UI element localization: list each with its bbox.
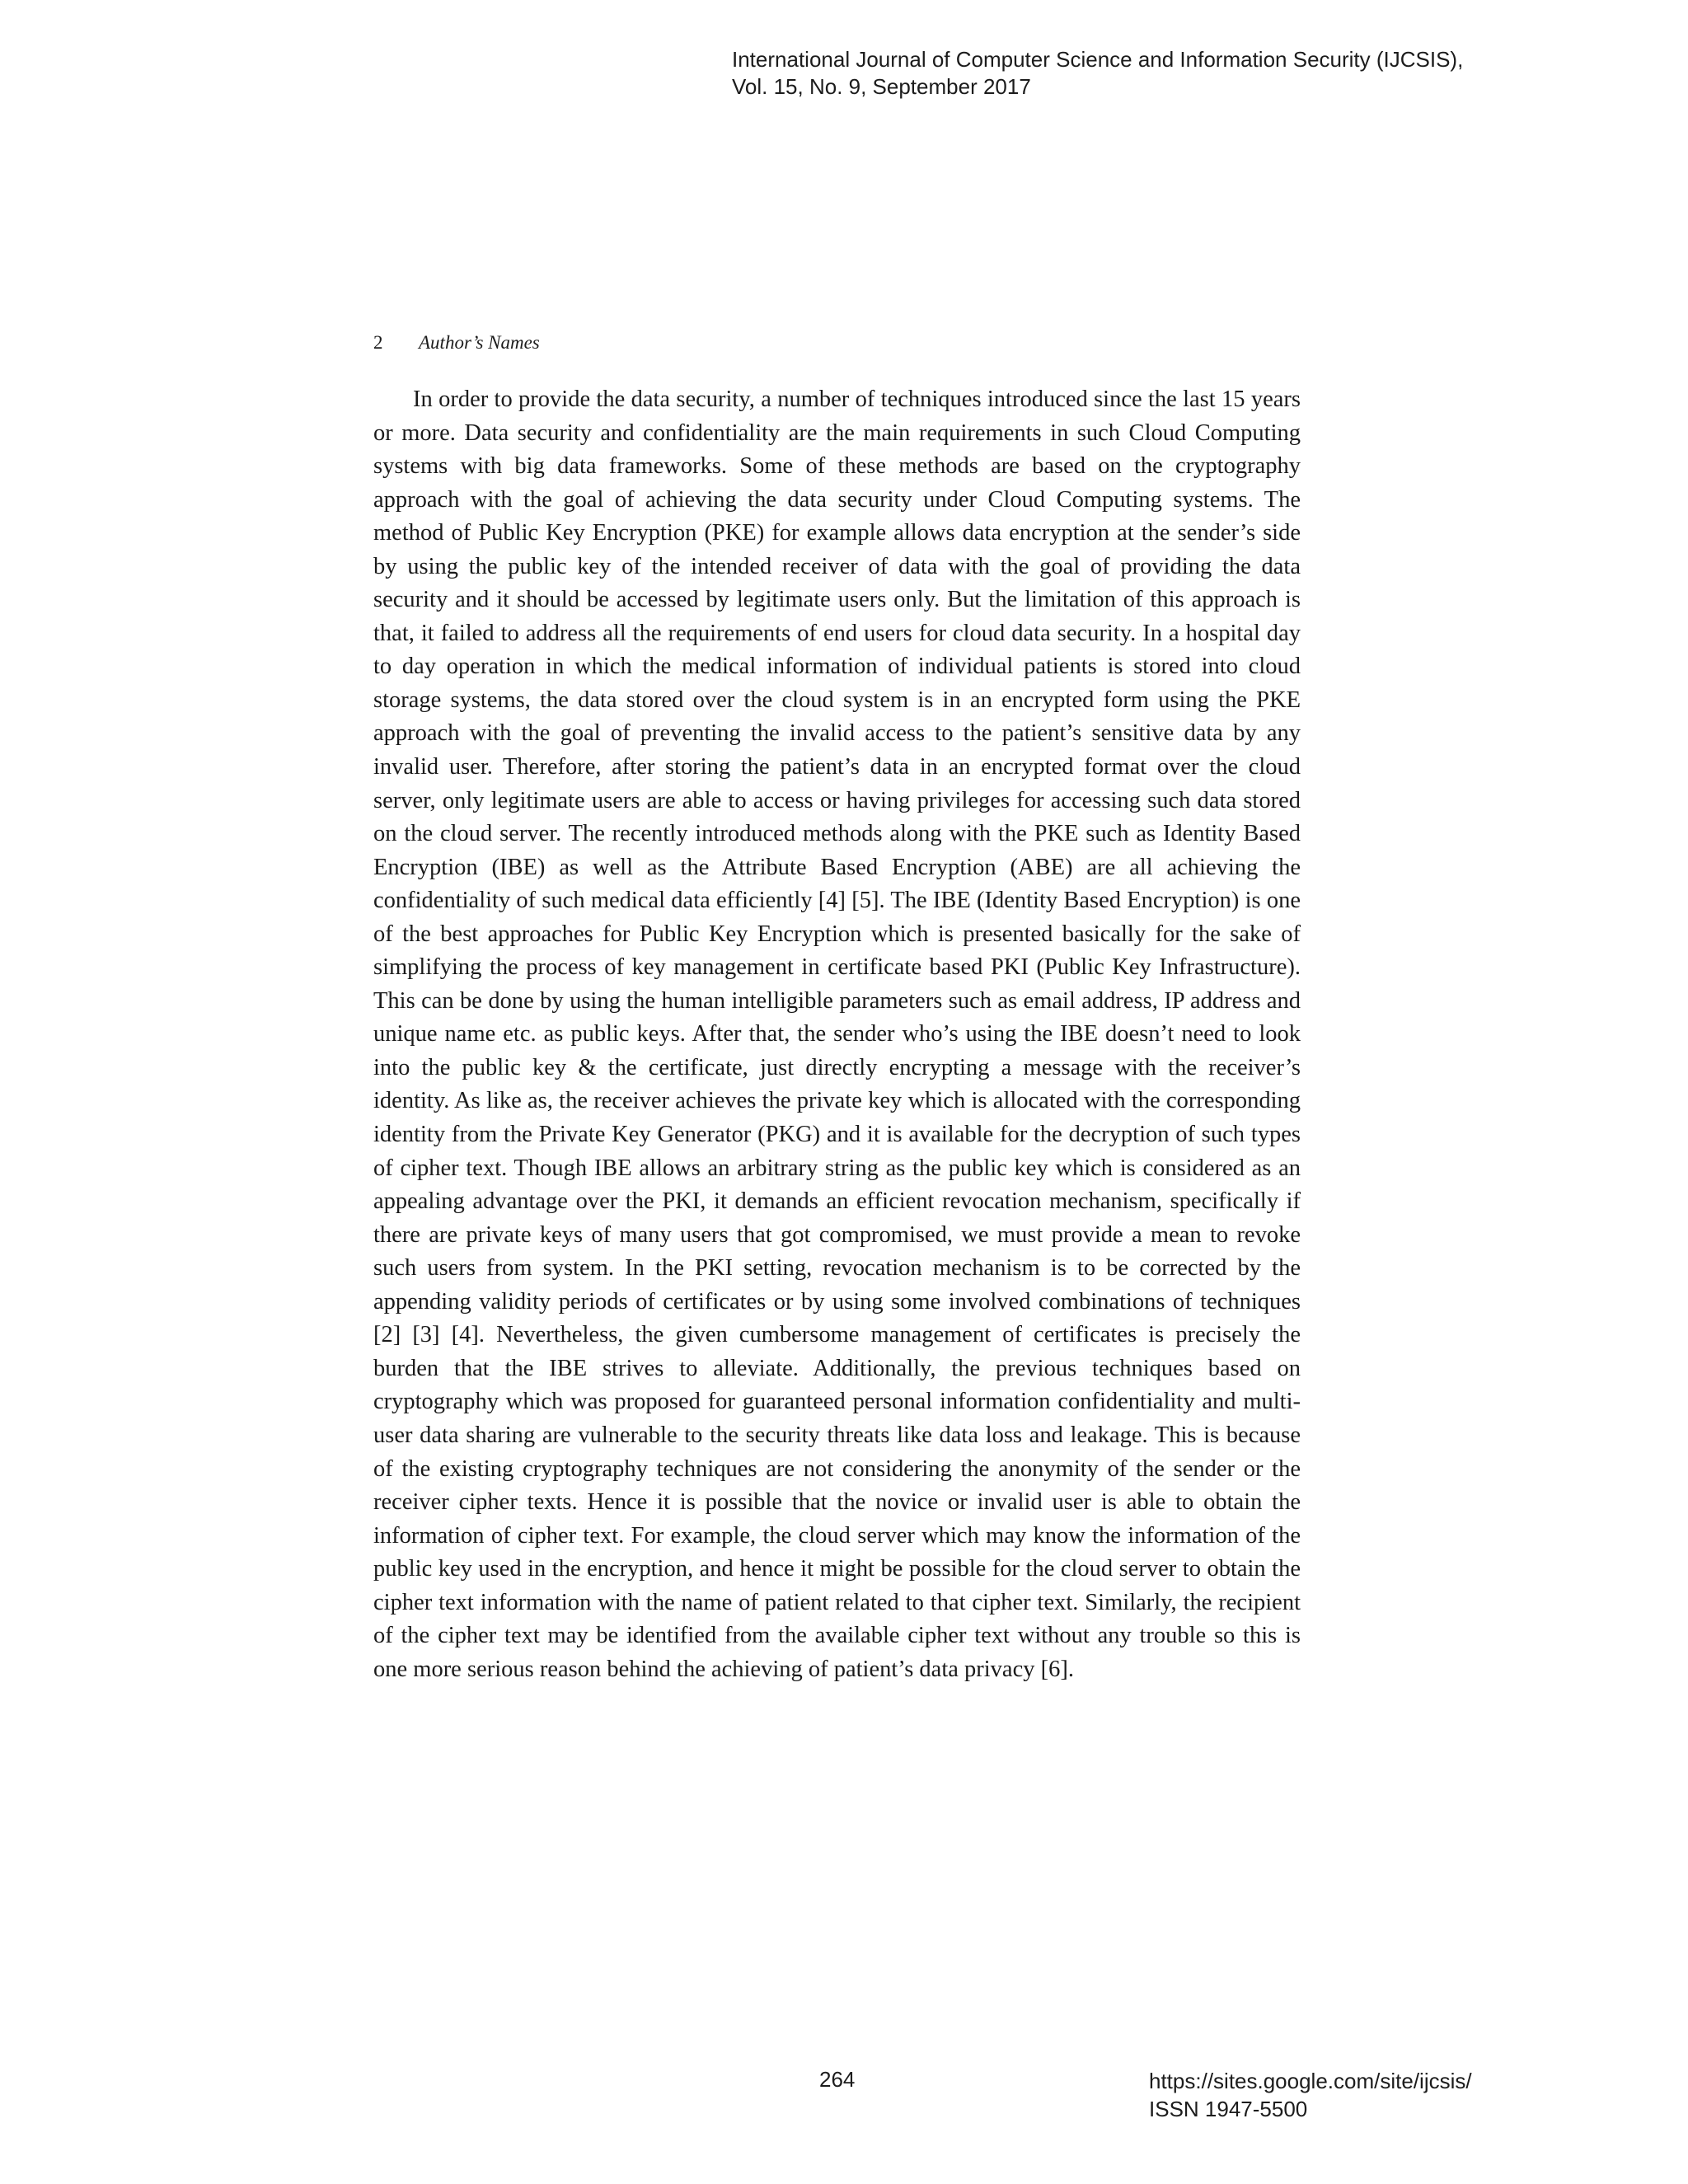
footer-info <box>1149 2067 1472 2123</box>
footer-url: https://sites.google.com/site/ijcsis/ <box>1149 2069 1472 2093</box>
footer-page-number: 264 <box>819 2067 856 2092</box>
journal-title-line: International Journal of Computer Science and Information Security (IJCSIS), <box>732 47 1464 72</box>
running-head <box>373 332 540 354</box>
footer-issn: ISSN 1947-5500 <box>1149 2097 1308 2121</box>
running-head-page-number: 2 <box>373 332 383 353</box>
journal-volume-line: Vol. 15, No. 9, September 2017 <box>732 74 1031 99</box>
journal-header <box>732 46 1463 101</box>
running-head-authors: Author’s Names <box>419 332 540 353</box>
body-paragraph: In order to provide the data security, a number of techniques introduced since the last 15 years or more. Data security and confidentiality are the main requirements in such Cloud Computing systems with big data frameworks. Some of these methods are based on the cryptography approach with the goal of achieving the data security under Cloud Computing systems. The method of Public Key Encryption (PKE) for example allows data encryption at the sender’s side by using the public key of the intended receiver of data with the goal of providing the data security and it should be accessed by legitimate users only. But the limitation of this approach is that, it failed to address all the requirements of end users for cloud data security. In a hospital day to day operation in which the medical information of individual patients is stored into cloud storage systems, the data stored over the cloud system is in an encrypted form using the PKE approach with the goal of preventing the invalid access to the patient’s sensitive data by any invalid user. Therefore, after storing the patient’s data in an encrypted format over the cloud server, only legitimate users are able to access or having privileges for accessing such data stored on the cloud server. The recently introduced methods along with the PKE such as Identity Based Encryption (IBE) as well as the Attribute Based Encryption (ABE) are all achieving the confidentiality of such medical data efficiently [4] [5]. The IBE (Identity Based Encryption) is one of the best approaches for Public Key Encryption which is presented basically for the sake of simplifying the process of key management in certificate based PKI (Public Key Infrastructure). This can be done by using the human intelligible parameters such as email address, IP address and unique name etc. as public keys. After that, the sender who’s using the IBE doesn’t need to look into the public key & the certificate, just directly encrypting a message with the receiver’s identity. As like as, the receiver achieves the private key which is allocated with the corresponding identity from the Private Key Generator (PKG) and it is available for the decryption of such types of cipher text. Though IBE allows an arbitrary string as the public key which is considered as an appealing advantage over the PKI, it demands an efficient revocation mechanism, specifically if there are private keys of many users that got compromised, we must provide a mean to revoke such users from system. In the PKI setting, revocation mechanism is to be corrected by the appending validity periods of certificates or by using some involved combinations of techniques [2] [3] [4]. Nevertheless, the given cumbersome management of certificates is precisely the burden that the IBE strives to alleviate. Additionally, the previous techniques based on cryptography which was proposed for guaranteed personal information confidentiality and multi-user data sharing are vulnerable to the security threats like data loss and leakage. This is because of the existing cryptography techniques are not considering the anonymity of the sender or the receiver cipher texts. Hence it is possible that the novice or invalid user is able to obtain the information of cipher text. For example, the cloud server which may know the information of the public key used in the encryption, and hence it might be possible for the cloud server to obtain the cipher text information with the name of patient related to that cipher text. Similarly, the recipient of the cipher text may be identified from the available cipher text without any trouble so this is one more serious reason behind the achieving of patient’s data privacy [6]. <box>373 387 1301 1682</box>
